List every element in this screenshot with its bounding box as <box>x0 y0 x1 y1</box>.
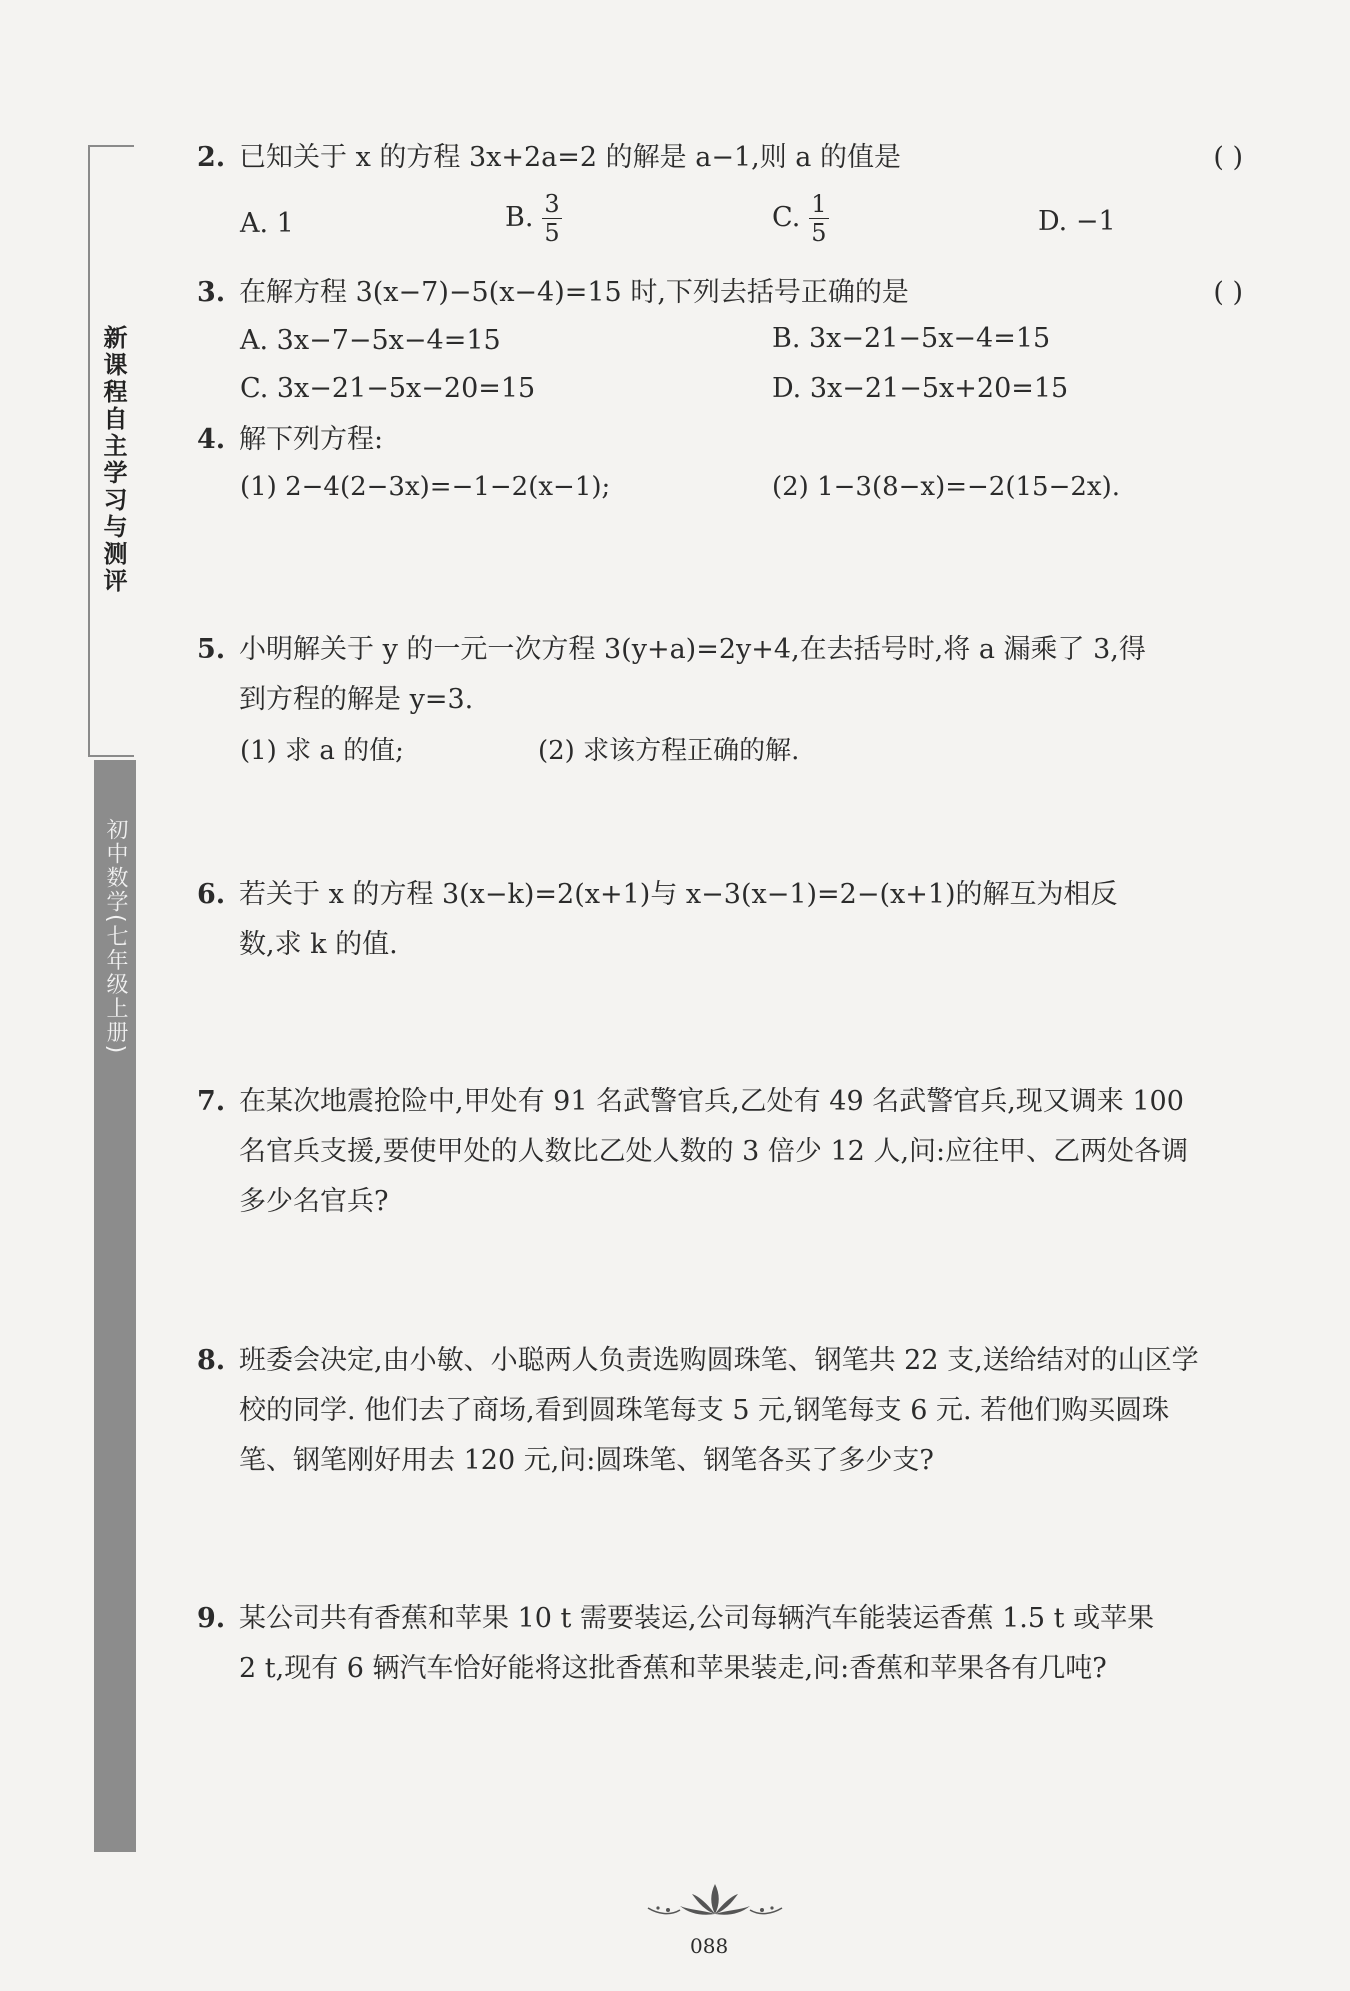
fraction <box>809 190 829 247</box>
option-b <box>505 190 562 247</box>
question-number: 8. <box>197 1345 226 1376</box>
fraction-numerator: 1 <box>811 190 827 218</box>
option-b: B. 3x−21−5x−4=15 <box>772 323 1051 354</box>
question-number: 5. <box>197 634 226 665</box>
option-a: A. 1 <box>240 208 294 239</box>
question-line: 某公司共有香蕉和苹果 10 t 需要装运,公司每辆汽车能装运香蕉 1.5 t 或苹果 <box>239 1603 1155 1634</box>
sub-question-1: (1) 求 a 的值; <box>240 736 404 766</box>
question-number: 7. <box>197 1086 226 1117</box>
option-c: C. 3x−21−5x−20=15 <box>240 373 536 404</box>
question-line: 若关于 x 的方程 3(x−k)=2(x+1)与 x−3(x−1)=2−(x+1)的解互为相反 <box>239 879 1118 910</box>
question-line: 2 t,现有 6 辆汽车恰好能将这批香蕉和苹果装走,问:香蕉和苹果各有几吨? <box>239 1653 1107 1684</box>
option-d: D. −1 <box>1038 206 1116 237</box>
sidebar-book-title: 新课程自主学习与测评 <box>99 325 127 595</box>
option-d: D. 3x−21−5x+20=15 <box>772 373 1069 404</box>
question-7 <box>197 1077 1237 1227</box>
leaf-ornament-icon <box>640 1880 790 1920</box>
sub-question-2: (2) 求该方程正确的解. <box>538 736 800 766</box>
question-4 <box>197 415 1237 465</box>
question-text: 已知关于 x 的方程 3x+2a=2 的解是 a−1,则 a 的值是 <box>239 142 901 173</box>
question-line: 笔、钢笔刚好用去 120 元,问:圆珠笔、钢笔各买了多少支? <box>239 1445 934 1476</box>
fraction <box>542 190 562 247</box>
question-line: 到方程的解是 y=3. <box>239 684 474 715</box>
fraction-numerator: 3 <box>544 190 560 218</box>
question-6 <box>197 870 1237 970</box>
option-c <box>772 190 829 247</box>
answer-parentheses: ( ) <box>1213 142 1243 173</box>
question-9 <box>197 1594 1237 1694</box>
question-text: 在解方程 3(x−7)−5(x−4)=15 时,下列去括号正确的是 <box>239 277 909 308</box>
question-line: 名官兵支援,要使甲处的人数比乙处人数的 3 倍少 12 人,问:应往甲、乙两处各调 <box>239 1136 1189 1167</box>
question-line: 多少名官兵? <box>239 1186 389 1217</box>
option-a: A. 3x−7−5x−4=15 <box>240 325 501 356</box>
question-line: 班委会决定,由小敏、小聪两人负责选购圆珠笔、钢笔共 22 支,送给结对的山区学 <box>239 1345 1199 1376</box>
question-8 <box>197 1336 1237 1486</box>
question-3 <box>197 268 1243 318</box>
question-2 <box>197 133 1243 183</box>
fraction-denominator: 5 <box>544 219 560 247</box>
sidebar-subject-label: 初中数学(七年级上册) <box>103 818 128 1056</box>
question-text: 解下列方程: <box>239 424 384 455</box>
question-number: 3. <box>197 277 226 308</box>
question-line: 在某次地震抢险中,甲处有 91 名武警官兵,乙处有 49 名武警官兵,现又调来 100 <box>239 1086 1184 1117</box>
answer-parentheses: ( ) <box>1213 277 1243 308</box>
question-number: 4. <box>197 424 226 455</box>
page-number: 088 <box>690 1934 729 1958</box>
question-number: 9. <box>197 1603 226 1634</box>
fraction-denominator: 5 <box>811 219 827 247</box>
question-5 <box>197 625 1237 725</box>
question-line: 小明解关于 y 的一元一次方程 3(y+a)=2y+4,在去括号时,将 a 漏乘了 3,得 <box>239 634 1146 665</box>
option-label: C. <box>772 202 801 233</box>
question-number: 2. <box>197 142 226 173</box>
question-line: 数,求 k 的值. <box>239 929 398 960</box>
sub-question-2: (2) 1−3(8−x)=−2(15−2x). <box>772 472 1120 502</box>
question-number: 6. <box>197 879 226 910</box>
question-line: 校的同学. 他们去了商场,看到圆珠笔每支 5 元,钢笔每支 6 元. 若他们购买圆珠 <box>239 1395 1170 1426</box>
option-label: B. <box>505 202 534 233</box>
sub-question-1: (1) 2−4(2−3x)=−1−2(x−1); <box>240 472 611 502</box>
